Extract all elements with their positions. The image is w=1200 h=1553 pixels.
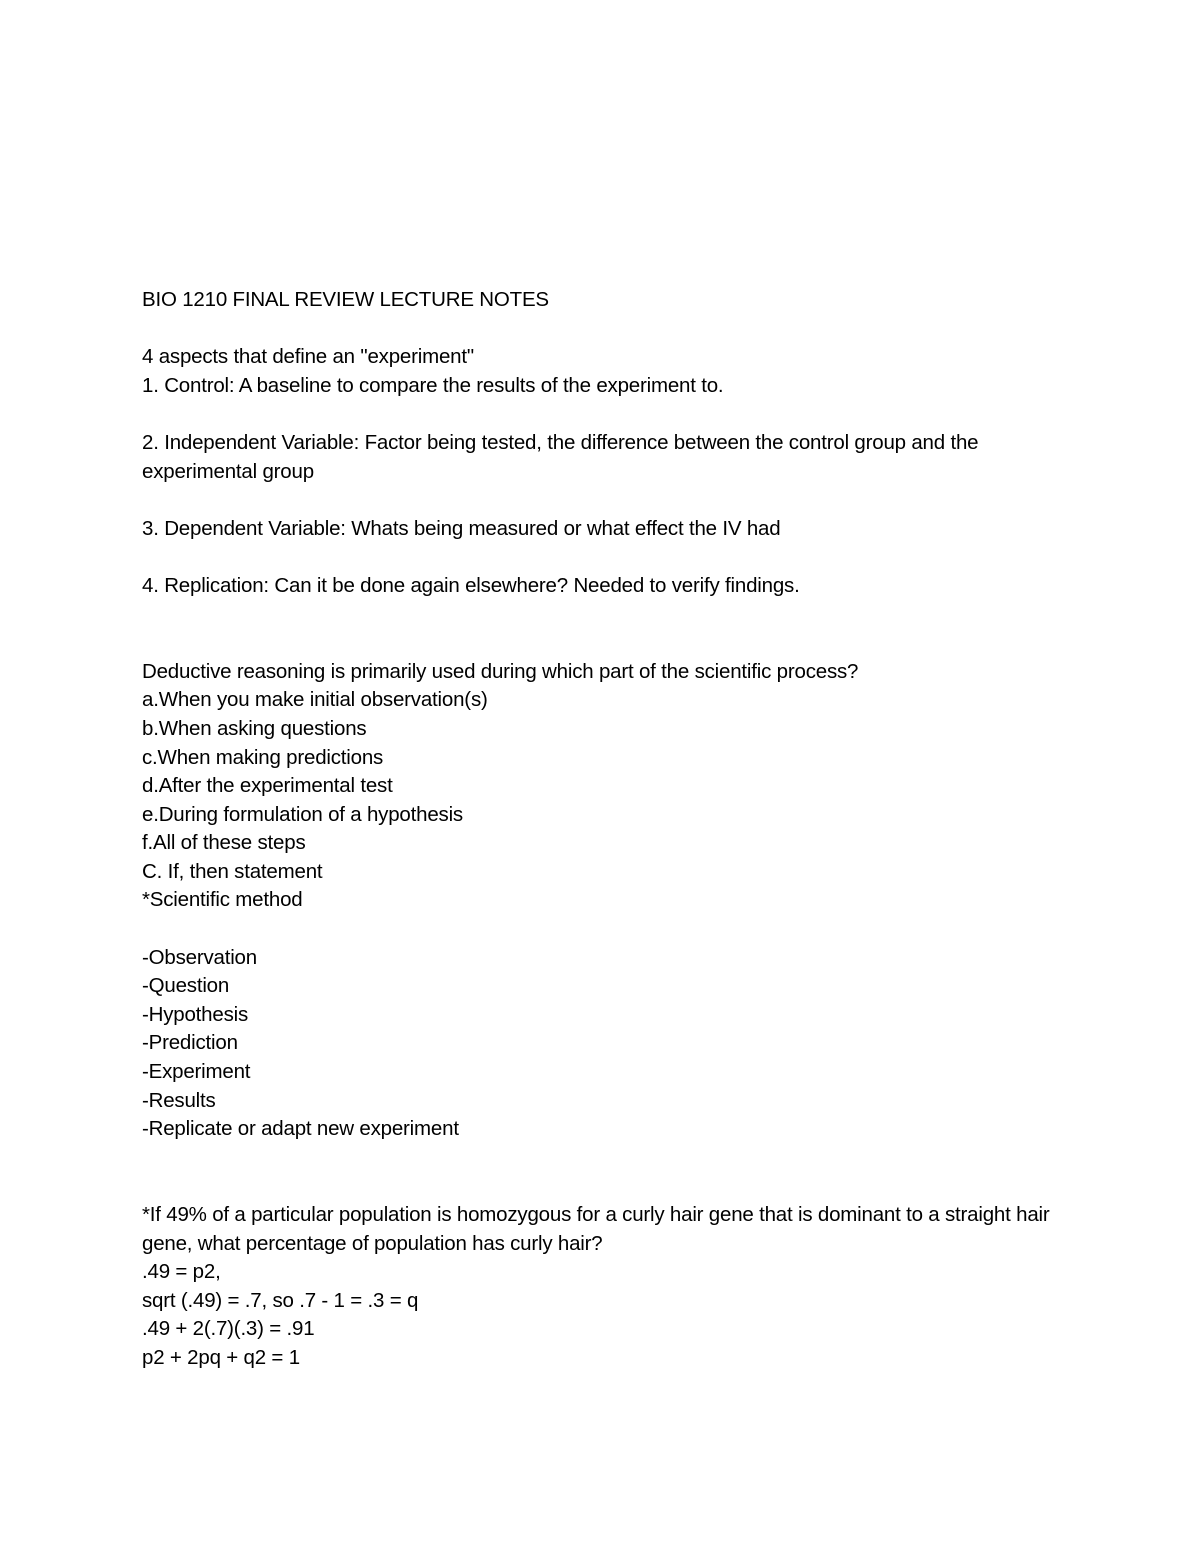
question1-answer: C. If, then statement [142,859,323,883]
step-hypothesis: -Hypothesis [142,1002,249,1026]
question1-option-a: a.When you make initial observation(s) [142,688,488,712]
step-experiment: -Experiment [142,1060,251,1084]
experiment-item-replication: 4. Replication: Can it be done again elsewhere? Needed to verify findings. [142,573,800,597]
step-replicate: -Replicate or adapt new experiment [142,1117,459,1141]
question2-prompt: *If 49% of a particular population is homozygous for a curly hair gene that is dominant to a straight hair gene, what percentage of population has curly hair? [142,1203,1050,1255]
question2-work-2: sqrt (.49) = .7, so .7 - 1 = .3 = q [142,1288,419,1312]
spacer [142,315,1082,344]
document-title: BIO 1210 FINAL REVIEW LECTURE NOTES [142,288,549,311]
experiment-item-independent-variable: 2. Independent Variable: Factor being tested, the difference between the control group and the experimental group [142,430,979,483]
question1-option-c: c.When making predictions [142,745,384,769]
experiment-item-dependent-variable: 3. Dependent Variable: Whats being measured or what effect the IV had [142,516,781,540]
spacer [142,1144,1082,1201]
spacer [142,486,1082,515]
spacer [142,915,1082,944]
document-body [142,286,1082,1373]
step-prediction: -Prediction [142,1031,238,1055]
experiment-heading: 4 aspects that define an "experiment" [142,345,474,369]
step-results: -Results [142,1088,216,1112]
question1-option-e: e.During formulation of a hypothesis [142,802,463,826]
spacer [142,400,1082,429]
question1-prompt: Deductive reasoning is primarily used during which part of the scientific process? [142,659,859,683]
spacer [142,601,1082,658]
question1-option-b: b.When asking questions [142,716,367,740]
question2-work-3: .49 + 2(.7)(.3) = .91 [142,1317,315,1341]
question1-option-d: d.After the experimental test [142,774,393,798]
spacer [142,543,1082,572]
step-observation: -Observation [142,945,257,969]
question2-work-1: .49 = p2, [142,1260,221,1284]
question2-work-4: p2 + 2pq + q2 = 1 [142,1345,300,1369]
step-question: -Question [142,974,230,998]
scientific-method-note: *Scientific method [142,888,303,912]
question1-option-f: f.All of these steps [142,831,306,855]
experiment-item-control: 1. Control: A baseline to compare the results of the experiment to. [142,373,724,397]
